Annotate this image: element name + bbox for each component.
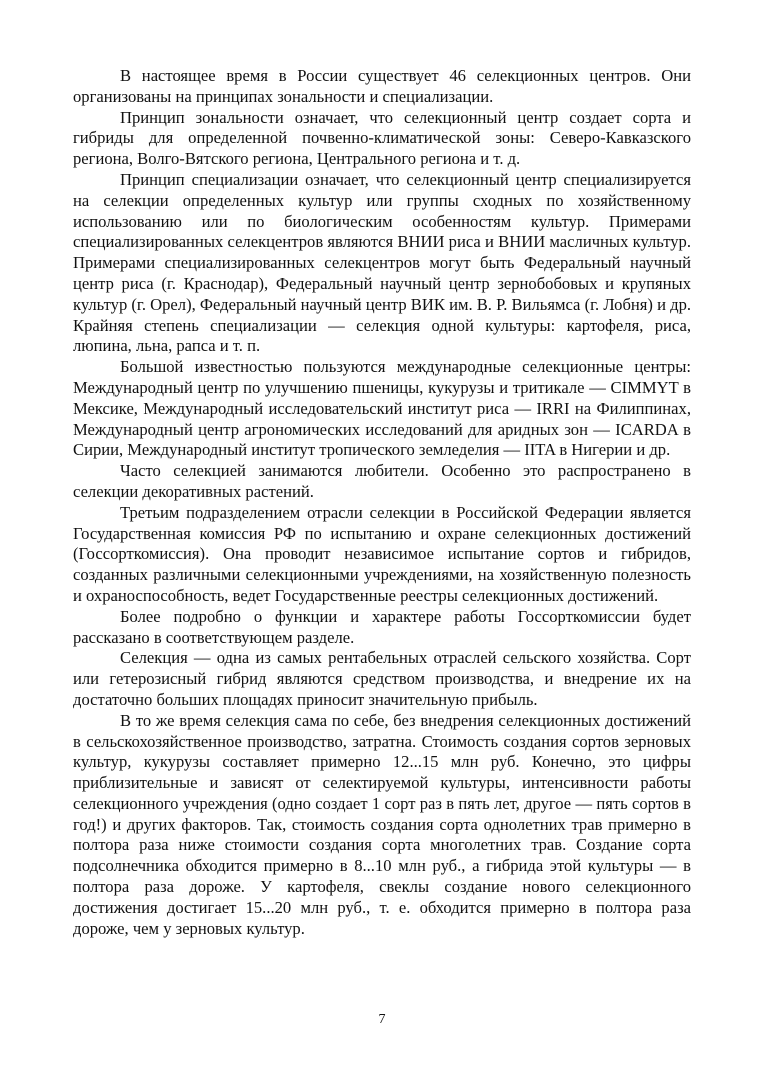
paragraph-7: Более подробно о функции и характере работы Госсорткомиссии будет рассказано в соответствующем разделе. (73, 606, 691, 647)
paragraph-6: Третьим подразделением отрасли селекции в Российской Федерации является Государственная комиссия РФ по испытанию и охране селекционных достижений (Госсорткомиссия). Она проводит независимое испытание сортов и гибридов, созданных различными селекционными учреждениями, на хозяйственную полезность и охраноспособность, ведет Государственные реестры селекционных достижений. (73, 502, 691, 605)
paragraph-3: Принцип специализации означает, что селекционный центр специализируется на селекции определенных культур или группы сходных по хозяйственному использованию или по биологическим особенностям культур. Примерами специализированных селекцентров являются ВНИИ риса и ВНИИ масличных культур. Примерами специализированных селекцентров могут быть Федеральный научный центр риса (г. Краснодар), Федеральный научный центр зернобобовых и крупяных культур (г. Орел), Федеральный научный центр ВИК им. В. Р. Вильямса (г. Лобня) и др. Крайняя степень специализации — селекция одной культуры: картофеля, риса, люпина, льна, рапса и т. п. (73, 169, 692, 356)
paragraph-8: Селекция — одна из самых рентабельных отраслей сельского хозяйства. Сорт или гетерозисный гибрид являются средством производства, и внедрение их на достаточно больших площадях приносит значительную прибыль. (73, 648, 691, 709)
paragraph-5: Часто селекцией занимаются любители. Особенно это распространено в селекции декоративных растений. (73, 461, 691, 501)
body-text (73, 66, 691, 939)
paragraph-4: Большой известностью пользуются международные селекционные центры: Международный центр по улучшению пшеницы, кукурузы и тритикале — CIMMYT в Мексике, Международный исследовательский институт риса — IRRI на Филиппинах, Международный центр агрономических исследований для аридных зон — ICARDA в Сирии, Международный институт тропического земледелия — IITA в Нигерии и др. (73, 357, 691, 460)
paragraph-1: В настоящее время в России существует 46 селекционных центров. Они организованы на принципах зональности и специализации. (73, 66, 691, 106)
paragraph-2: Принцип зональности означает, что селекционный центр создает сорта и гибриды для определенной почвенно-климатической зоны: Северо-Кавказского региона, Волго-Вятского региона, Центрального региона и т. д. (73, 107, 691, 169)
page-number: 7 (378, 1012, 386, 1027)
paragraph-9: В то же время селекция сама по себе, без внедрения селекционных достижений в сельскохозяйственное производство, затратна. Стоимость создания сортов зерновых культур, кукурузы составляет примерно 12...15 млн руб. Конечно, это цифры приблизительные и зависят от селектируемой культуры, интенсивности работы селекционного учреждения (одно создает 1 сорт раз в пять лет, другое — пять сортов в год!) и других факторов. Так, стоимость создания сорта однолетних трав примерно в полтора раза ниже стоимости создания сорта многолетних трав. Создание сорта подсолнечника обходится примерно в 8...10 млн руб., а гибрида этой культуры — в полтора раза дороже. У картофеля, свеклы создание нового селекционного достижения достигает 15...20 млн руб., т. е. обходится примерно в полтора раза дороже, чем у зерновых культур. (73, 710, 691, 938)
